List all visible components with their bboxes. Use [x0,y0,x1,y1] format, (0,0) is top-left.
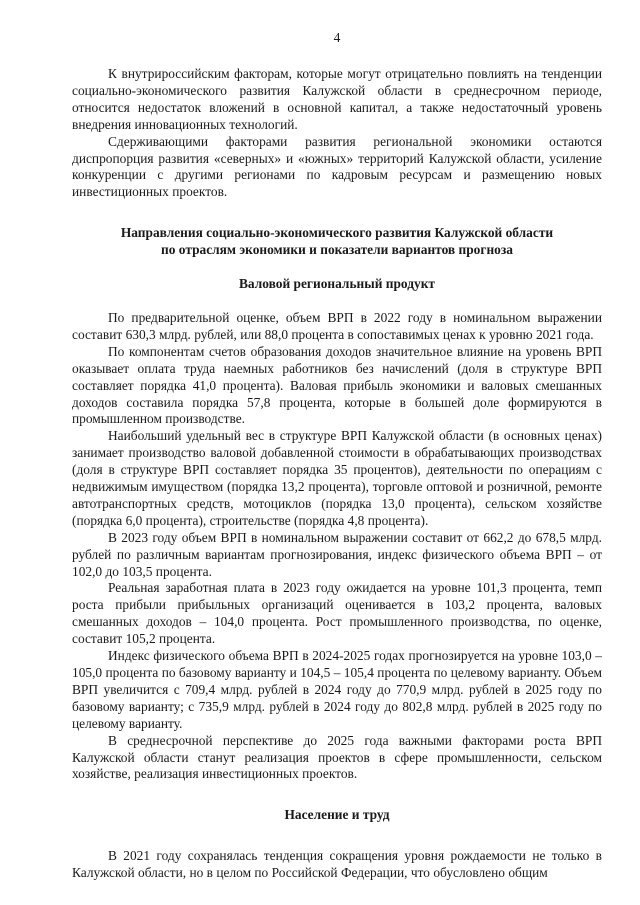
grp-paragraph-6: Индекс физического объема ВРП в 2024-2025 годах прогнозируется на уровне 103,0 – 105,0 процента по базовому варианту и 104,5 – 105,4 процента по целевому варианту. Объем ВРП увеличится с 709,4 млрд. рублей в 2024 году до 770,9 млрд. рублей в 2025 году по базовому варианту; с 735,9 млрд. рублей в 2024 году до 802,8 млрд. рублей в 2025 году по целевому варианту. [72,648,602,731]
grp-paragraph-2: По компонентам счетов образования доходов значительное влияние на уровень ВРП оказывает оплата труда наемных работников без начислений (доля в структуре ВРП составляет порядка 41,0 процента). Валовая прибыль экономики и валовых смешанных доходов составила порядка 57,8 процента, которые в большей доле формируются в промышленном производстве. [72,343,602,427]
grp-paragraph-1: По предварительной оценке, объем ВРП в 2022 году в номинальном выражении составит 630,3 млрд. рублей, или 88,0 процента в сопоставимых ценах к уровню 2021 года. [72,309,602,342]
grp-paragraph-4: В 2023 году объем ВРП в номинальном выражении составит от 662,2 до 678,5 млрд. рублей по различным вариантам прогнозирования, индекс физического объема ВРП – от 102,0 до 103,5 процента. [72,529,602,579]
grp-heading: Валовой региональный продукт [239,276,435,292]
population-heading: Население и труд [284,807,390,823]
grp-paragraph-3: Наибольший удельный вес в структуре ВРП Калужской области (в основных ценах) занимает производство валовой добавленной стоимости в обрабатывающих производствах (доля в структуре ВРП составляет порядка 35 процентов), деятельности по операциям с недвижимым имуществом (порядка 13,2 процента), торговле оптовой и розничной, ремонте автотранспортных средств, мотоциклов (порядка 13,0 процента), сельском хозяйстве (порядка 6,0 процента), строительстве (порядка 4,8 процента). [72,428,602,528]
population-paragraph-1: В 2021 году сохранялась тенденция сокращения уровня рождаемости не только в Калужской области, но в целом по Российской Федерации, что обусловлено общим [72,848,602,881]
intro-paragraph-2: Сдерживающими факторами развития региональной экономики остаются диспропорция развития «северных» и «южных» территорий Калужской области, усиление конкуренции с другими регионами по кадровым ресурсам и размещению новых инвестиционных проектов. [72,133,602,200]
document-page [72,30,602,882]
intro-paragraph-1: К внутрироссийским факторам, которые могут отрицательно повлиять на тенденции социально-экономического развития Калужской области в среднесрочном периоде, относится недостаток вложений в основной капитал, а также недостаточный уровень внедрения инновационных технологий. [72,66,602,132]
grp-paragraph-5: Реальная заработная плата в 2023 году ожидается на уровне 101,3 процента, темп роста прибыли прибыльных организаций оценивается в 103,2 процента, валовых смешанных доходов – 104,0 процента. Рост промышленного производства, по оценке, составит 105,2 процента. [72,580,602,647]
grp-paragraph-7: В среднесрочной перспективе до 2025 года важными факторами роста ВРП Калужской области станут реализация проектов в сфере промышленности, сельском хозяйстве, реализация инвестиционных проектов. [72,732,602,782]
section-heading-line-2: по отраслям экономики и показатели вариантов прогноза [161,242,513,258]
section-heading [72,225,602,259]
page-number: 4 [333,30,341,45]
section-heading-line-1: Направления социально-экономического развития Калужской области [120,225,554,241]
